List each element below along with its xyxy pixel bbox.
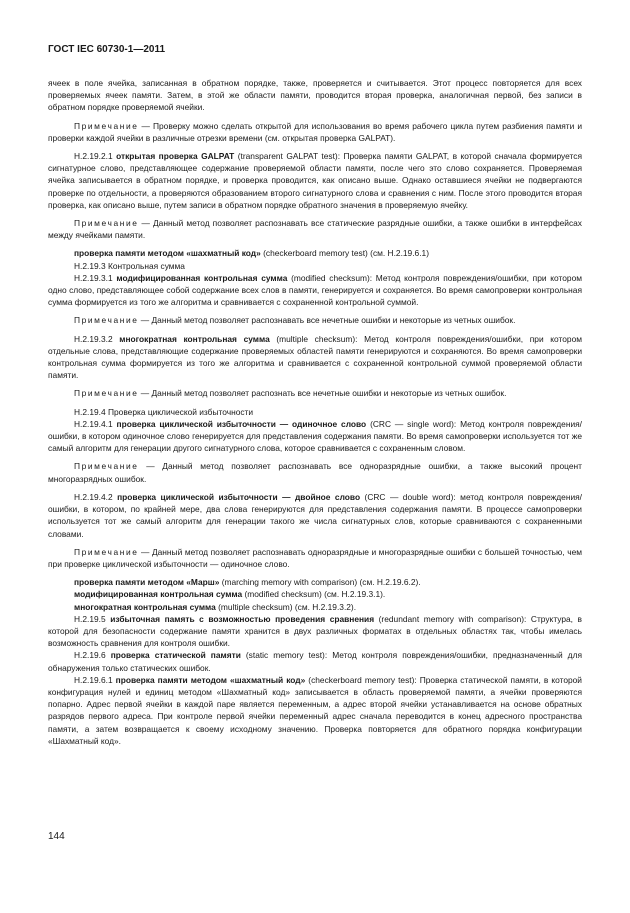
term-crc-single-word: проверка циклической избыточности — одиночное слово [116,418,367,429]
term-modified-checksum: модифицированная контрольная сумма [116,272,288,283]
note-label: Примечание [74,461,139,472]
term-ref-modified-checksum: модифицированная контрольная сумма (modified checksum) (см. Н.2.19.3.1). [74,589,386,600]
clause-h-2-19-3-1: Н.2.19.3.1 модифицированная контрольная сумма (modified checksum): Метод контроля повреждения/ошибки, при котором одно слово, представляющее собой содержание всех слов в памяти, генерируется и сохраняется. Во время самопроверки контрольная сумма формируется из того же алгоритма и сравнивается с сохраненной контрольной суммой. [48,272,582,308]
clause-h-2-19-6: Н.2.19.6 проверка статической памяти (static memory test): Метод контроля повреждения/ошибки, предназначенный для обнаружения только статических ошибок. [48,650,582,673]
note-label: Примечание [74,315,139,326]
clause-h-2-19-3-2: Н.2.19.3.2 многократная контрольная сумма (multiple checksum): Метод контроля повреждения/ошибки, при котором отдельные слова, представляющие содержание проверяемых областей памяти генерируются и сохраняются. Во время самопроверки контрольная сумма формируется из того же алгоритма и сравнивается с сохраненной контрольной суммой проверяемой области памяти. [48,333,582,381]
term-ref-checkerboard: проверка памяти методом «шахматный код» (checkerboard memory test) (см. Н.2.19.6.1) [74,248,429,259]
clause-h-2-19-4-2: Н.2.19.4.2 проверка циклической избыточности — двойное слово (CRC — double word): метод контроля повреждения/ошибки, в котором, по крайней мере, два слова генерируются для представления содержания памяти. В процессе самопроверки используется тот же самый алгоритм для генерации такого же числа сигнатурных слов, которые сравниваются с сохраненными словами. [48,491,582,539]
note-label: Примечание [74,388,139,399]
note-2: Примечание — Данный метод позволяет распознавать все статические разрядные ошибки, а также ошибки в интерфейсах между ячейками памяти. [48,218,582,241]
term-static-memory-test: проверка статической памяти [110,650,241,661]
term-crc-double-word: проверка циклической избыточности — двойное слово [117,491,361,502]
document-page [48,44,582,747]
clause-h-2-19-4: Н.2.19.4 Проверка циклической избыточности [74,406,254,417]
note-label: Примечание [74,546,139,557]
clause-h-2-19-3: Н.2.19.3 Контрольная сумма [74,260,185,271]
note-3: Примечание — Данный метод позволяет распознавать все нечетные ошибки и некоторые из четных ошибок. [74,315,516,326]
term-redundant-memory: избыточная память с возможностью проведения сравнения [110,613,375,624]
note-4: Примечание — Данный метод позволяет распознать все нечетные ошибки и некоторые из четных ошибок. [74,388,507,399]
note-label: Примечание [74,120,139,131]
clause-h-2-19-4-1: Н.2.19.4.1 проверка циклической избыточности — одиночное слово (CRC — single word): Метод контроля повреждения/ошибки, в котором одиночное слово генерируется для представления содержания памяти. Во время самопроверки используется тот же самый алгоритм для генерации другого сигнатурного слова, которое сравнивается с сохраненным словом. [48,418,582,454]
page-number: 144 [48,831,65,842]
note-5: Примечание — Данный метод позволяет распознавать все одноразрядные ошибки, а также высокий процент многоразрядных ошибок. [48,461,582,484]
term-transparent-galpat: открытая проверка GALPAT [116,151,235,162]
term-multiple-checksum: многократная контрольная сумма [119,333,270,344]
clause-h-2-19-2-1: Н.2.19.2.1 открытая проверка GALPAT (transparent GALPAT test): Проверка памяти GALPAT, в которой сначала формируется сигнатурное слово, представляющее содержание проверяемой области памяти, после чего это слово сохраняется. Проверяемая ячейка записывается в обратном порядке, и проверка проводится, как описано выше. Однако оставшиеся ячейки не подвергаются проверке по отдельности, а проверяются образованием второго сигнатурного слова и сравнения с ним. После этого проводится вторая проверка, как описано выше, путем записи в обратном порядке обратного значения в проверяемую ячейку. [48,151,582,210]
term-ref-multiple-checksum: многократная контрольная сумма (multiple checksum) (см. Н.2.19.3.2). [74,601,357,612]
clause-h-2-19-6-1: Н.2.19.6.1 проверка памяти методом «шахматный код» (checkerboard memory test): Проверка статической памяти, в которой конфигурация нулей и единиц методом «Шахматный код» записывается в область проверяемой памяти, а ячейки проверяются попарно. Адрес первой ячейки в каждой паре является переменным, а адрес второй ячейки устанавливается на основе обратных разрядов первого адреса. При контроле первой ячейки переменный адрес сначала переводится в конец адресного пространства памяти, а затем возвращается к своему исходному значению. Проверка повторяется для обратного порядка конфигурации «Шахматный код». [48,674,582,746]
note-1: Примечание — Проверку можно сделать открытой для использования во время рабочего цикла путем разбиения памяти и проверки каждой ячейки в различные отрезки времени (см. открытая проверка GALPAT). [48,120,582,143]
note-label: Примечание [74,218,139,229]
document-header: ГОСТ IEC 60730-1—2011 [48,44,166,55]
term-checkerboard-test: проверка памяти методом «шахматный код» [115,674,306,685]
paragraph-1: ячеек в поле ячейка, записанная в обратном порядке, также, проверяется и считывается. Этот процесс повторяется для всех проверяемых ячеек памяти. Затем, в этой же области памяти, проводится вторая проверка, аналогичная первой, без записи в обратном порядке проверяемой ячейки. [48,78,582,113]
term-ref-marching: проверка памяти методом «Марш» (marching memory with comparison) (см. Н.2.19.6.2). [74,577,421,588]
note-6: Примечание — Данный метод позволяет распознавать одноразрядные и многоразрядные ошибки с большей точностью, чем при проверке циклической избыточности — одиночное слово. [48,546,582,569]
clause-h-2-19-5: Н.2.19.5 избыточная память с возможностью проведения сравнения (redundant memory with comparison): Структура, в которой для безопасности содержание памяти хранится в двух различных форматах в отдельных областях так, чтобы имелась возможность сравнения для контроля ошибки. [48,613,582,649]
